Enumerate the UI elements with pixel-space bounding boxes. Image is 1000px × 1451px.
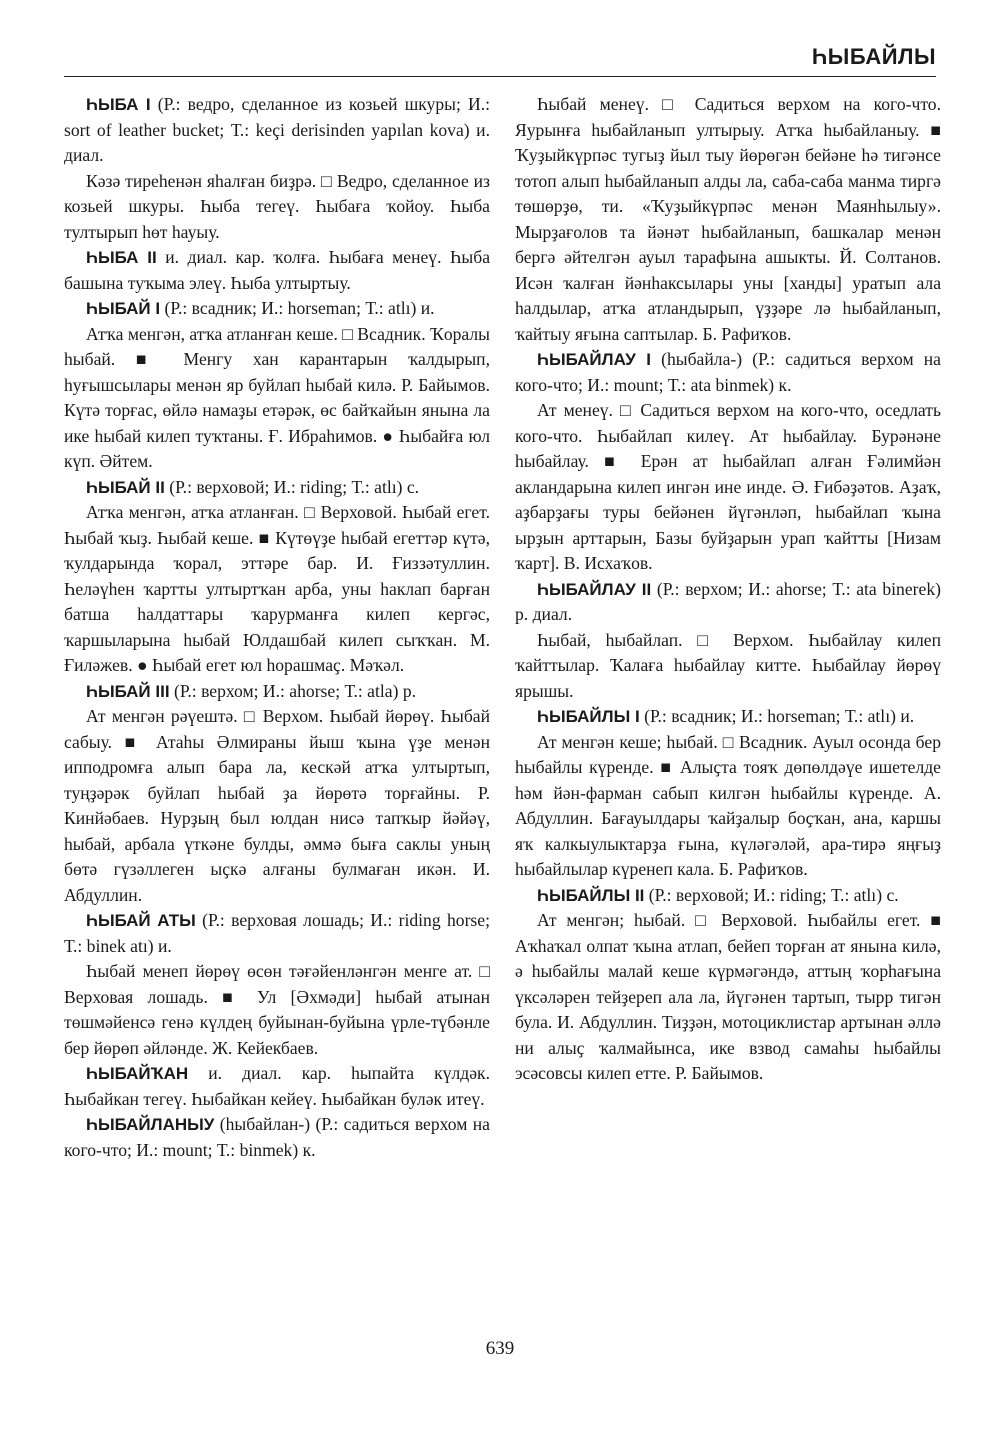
definition: Ат менеү. □ Садиться верхом на кого-что, оседлать кого-что. Һыбайлап килеү. Ат һыбайлау. Бурәнәне һыбайлау. ■ Ерән ат һыбайлап алған Ғәлимйән акландарына килеп ингән ине инде. Ә. Ғибәҙәтов. Аҙаҡ, аҙбарҙағы туры бейәнен йүгәнләп, һыбайлап ҡына ырҙын арттарын, Базы буйҙарын урап ҡайтты [Низам ҡарт]. В. Исхаҡов. <box>515 400 941 573</box>
entry-hyba-2: ҺЫБА II и. диал. кар. ҡолға. Һыбаға менеү. Һыба башына туҡыма элеү. Һыба ултыртыу. <box>64 247 491 293</box>
entry-hybayly-2: ҺЫБАЙЛЫ II (Р.: верховой; И.: riding; Т.: atlı) с. <box>537 884 899 905</box>
entry-hybayly-1: ҺЫБАЙЛЫ I (Р.: всадник; И.: horseman; Т.: atlı) и. <box>537 706 915 726</box>
header-rule <box>64 76 936 77</box>
entry-hybaykan: ҺЫБАЙҠАН и. диал. кар. һыпайта күлдәк. Һыбайкан тегеү. Һыбайкан кейеү. Һыбайкан буләк итеү. <box>64 1063 490 1109</box>
entry-hybay-2: ҺЫБАЙ II (Р.: верховой; И.: riding; Т.: atlı) с. <box>86 476 420 497</box>
definition: Кәзә тиреһенән яһалған биҙрә. □ Ведро, сделанное из козьей шкуры. Һыба тегеү. Һыбаға ҡойоу. Һыба тултырып һөт һауыу. <box>64 170 490 242</box>
entry-hybaylanyu: ҺЫБАЙЛАНЫУ (һыбайлан-) (Р.: садиться верхом на кого-что; И.: mount; Т.: binmek) к. <box>64 1114 490 1160</box>
entry-hybaylau-1: ҺЫБАЙЛАУ I (һыбайла-) (Р.: садиться верхом на кого-что; И.: mount; Т.: ata binmek) к. <box>515 349 941 395</box>
definition: Атҡа менгән, атҡа атланған кеше. □ Всадник. Ҡоралы һыбай. ■ Менгу хан карантарын ҡалдырып, һуғышсылары менән яр буйлап һыбай килә. Р. Байымов. Күтә торғас, өйлә намаҙы етәрәк, өс байҡайын янына ла ике һыбай килеп туҡтаны. Ғ. Ибраһимов. ● Һыбайға юл күп. Әйтем. <box>64 323 490 471</box>
left-column <box>64 92 490 1163</box>
entry-hybay-3: ҺЫБАЙ III (Р.: верхом; И.: ahorse; Т.: atla) р. <box>86 680 417 701</box>
definition: Һыбай, һыбайлап. □ Верхом. Һыбайлау килеп ҡайттылар. Ҡалаға һыбайлау китте. Һыбайлау йөрөү ярышы. <box>515 629 941 701</box>
definition: Һыбай менеп йөрөү өсөн тәғәйенләнгән менге ат. □ Верховая лошадь. ■ Ул [Әхмәди] һыбай атынан төшмәйенсә генә күлдең буйынан-буйына үрле-түбәнле бер йөрөп әйләнде. Ж. Кейекбаев. <box>64 961 490 1058</box>
definition: Ат менгән рәүештә. □ Верхом. Һыбай йөрөү. Һыбай сабыу. ■ Атаһы Әлмираны йыш ҡына үҙе менән ипподромға алып бара ла, кескәй атҡа ултыртып, туңҙәрәк буйлап һыбай ҙа йөрөтә торғайны. Р. Кинйәбаев. Нурҙың был юлдан нисә тапҡыр йәйәү, һыбай, арбала үткәне булды, әммә быға саклы уның бөтә гүзәллеген ыҫкә алғаны булмаған икән. И. Абдуллин. <box>64 706 490 905</box>
entry-hyba-1: ҺЫБА I (Р.: ведро, сделанное из козьей шкуры; И.: sort of leather bucket; Т.: keçi derisinden yapılan kova) и. диал. <box>64 94 490 165</box>
entry-hybaylau-2: ҺЫБАЙЛАУ II (Р.: верхом; И.: ahorse; Т.: ata binerek) р. диал. <box>515 578 941 624</box>
entry-hybay-aty: ҺЫБАЙ АТЫ (Р.: верховая лошадь; И.: riding horse; Т.: binek atı) и. <box>64 910 490 956</box>
right-column <box>515 92 941 1087</box>
definition: Ат менгән кеше; һыбай. □ Всадник. Ауыл осонда бер һыбайлы күренде. ■ Алыҫта тояҡ дөпөлдәүе ишетелде һәм йән-фарман сабып килгән һыбайлы күренде. А. Абдуллин. Бағауылдары ҡайҙалыр боҫҡан, ана, каршы яҡ калкыулыктарҙа ғына, күләгәләй, ара-тирә яңғыҙ һыбайлылар күренеп кала. Б. Рафиҡов. <box>515 731 941 879</box>
running-head: ҺЫБАЙЛЫ <box>811 44 936 69</box>
definition: Ат менгән; һыбай. □ Верховой. Һыбайлы егет. ■ Аҡһаҡал олпат ҡына атлап, бейеп торған ат янына килә, ә һыбайлы малай кеше күрмәгәндә, аттың ҡорһағына үксәләрен тейҙереп ала ла, йүгәнен тартып, тырр тигән була. И. Абдуллин. Тиҙҙән, мотоциклистар артынан әллә ни алыҫ ҡалмайынса, ике взвод самаһы һыбайлы эсәсовсы килеп етте. Р. Байымов. <box>515 910 941 1083</box>
definition: Һыбай менеү. □ Садиться верхом на кого-что. Яурынға һыбайланып ултырыу. Атҡа һыбайланыу. ■ Ҡуҙыйкүрпәс тугыҙ йыл тыу йөрөгән бейәне һә тигәнсе тотоп алып һыбайланып алды ла, саба-саба манма тиргә төшөрҙө, ти. «Ҡуҙыйкүрпәс менән Маянһылыу». Мырҙағолов та йәнәт һыбайланып, башкалар менән бергә әйтелгән ауыл тарафына ашыкты. Й. Солтанов. Исән ҡалған йәнһаксылары уны [ханды] уратып ала һалдылар, атҡа атландырып, үҙҙәре лә һыбайланып, ҡайтыу яғына саптылар. Б. Рафиҡов. <box>515 94 941 344</box>
page-number: 639 <box>485 1338 515 1359</box>
entry-hybay-1: ҺЫБАЙ I (Р.: всадник; И.: horseman; Т.: atlı) и. <box>86 298 435 318</box>
definition: Атҡа менгән, атҡа атланған. □ Верховой. Һыбай егет. Һыбай ҡыҙ. Һыбай кеше. ■ Күтөүҙе һыбай егеттәр күтә, ҡулдарында ҡорал, эттәре бар. И. Ғиззәтуллин. Һеләүһен ҡартты ултыртҡан арба, уны һаклап барған батша һалдаттары ҡарурманға килеп кергәс, ҡаршыларына һыбай Юлдашбай килеп сыҡҡан. М. Ғиләжев. ● Һыбай егет юл һорашмаҫ. Мәҡәл. <box>64 502 490 675</box>
